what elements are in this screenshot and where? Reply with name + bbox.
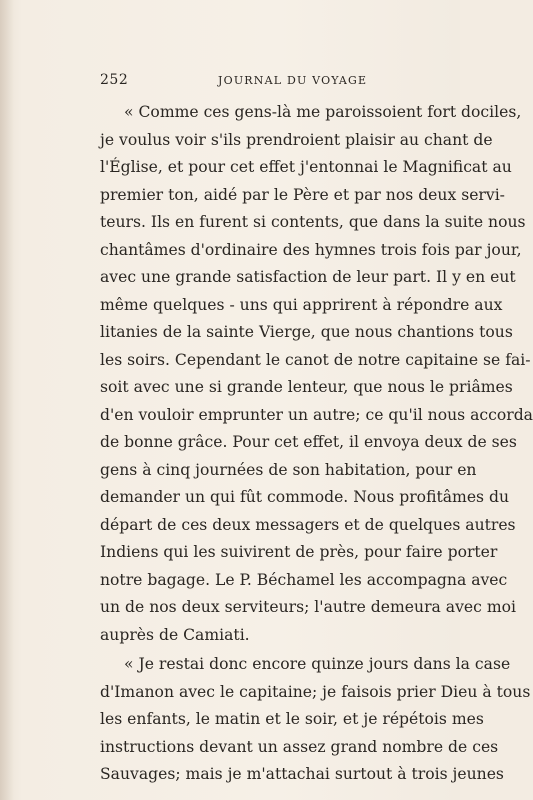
page-number: 252 — [100, 72, 129, 88]
text-line: d'Imanon avec le capitaine; je faisois prier Dieu à tous — [100, 682, 531, 701]
spine-shadow — [0, 0, 14, 800]
text-line: les enfants, le matin et le soir, et je répétois mes — [100, 710, 484, 728]
text-line: l'Église, et pour cet effet j'entonnai le Magnificat au — [100, 158, 512, 176]
text-line: soit avec une si grande lenteur, que nous le priâmes — [100, 378, 513, 396]
text-line: premier ton, aidé par le Père et par nos deux servi- — [100, 185, 505, 204]
text-line: même quelques - uns qui apprirent à répondre aux — [100, 295, 503, 314]
text-line: teurs. Ils en furent si contents, que dans la suite nous — [100, 213, 526, 231]
text-line: instructions devant un assez grand nombre de ces — [100, 737, 499, 756]
text-line: notre bagage. Le P. Béchamel les accompagna avec — [100, 570, 508, 589]
running-title: JOURNAL DU VOYAGE — [218, 74, 368, 87]
text-line: d'en vouloir emprunter un autre; ce qu'il nous accorda — [100, 405, 533, 424]
text-line: de bonne grâce. Pour cet effet, il envoya deux de ses — [100, 433, 517, 451]
text-line: gens à cinq journées de son habitation, pour en — [100, 460, 477, 479]
paragraph — [100, 99, 533, 649]
text-line: départ de ces deux messagers et de quelques autres — [100, 515, 516, 534]
text-line: demander un qui fût commode. Nous profitâmes du — [100, 488, 510, 506]
text-line: « Comme ces gens-là me paroissoient fort dociles, — [124, 103, 522, 121]
text-line: auprès de Camiati. — [100, 625, 250, 644]
text-line: un de nos deux serviteurs; l'autre demeura avec moi — [100, 598, 516, 616]
text-line: « Je restai donc encore quinze jours dans la case — [124, 655, 511, 673]
text-line: chantâmes d'ordinaire des hymnes trois fois par jour, — [100, 240, 522, 259]
text-line: Sauvages; mais je m'attachai surtout à trois jeunes — [100, 765, 504, 783]
page-header — [100, 72, 460, 88]
text-line: les soirs. Cependant le canot de notre capitaine se fai- — [100, 350, 531, 369]
text-line: je voulus voir s'ils prendroient plaisir au chant de — [100, 130, 493, 149]
text-line: litanies de la sainte Vierge, que nous chantions tous — [100, 323, 513, 341]
body-text — [100, 99, 533, 789]
paragraph — [100, 651, 531, 789]
text-line: avec une grande satisfaction de leur part. Il y en eut — [100, 268, 516, 286]
text-line: Indiens qui les suivirent de près, pour faire porter — [100, 543, 498, 561]
